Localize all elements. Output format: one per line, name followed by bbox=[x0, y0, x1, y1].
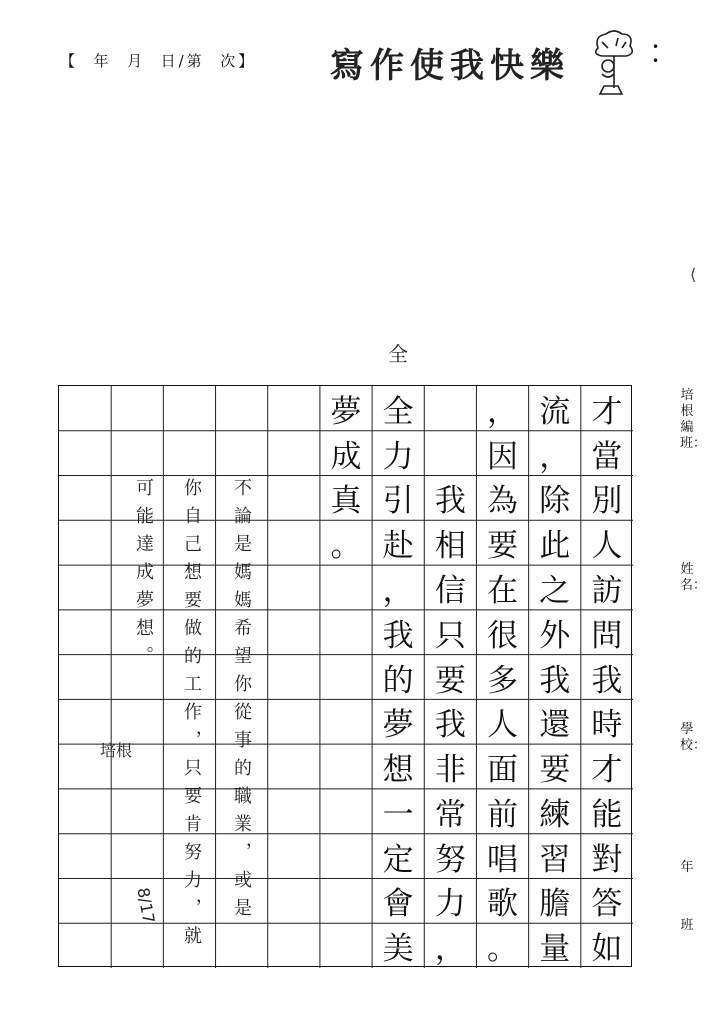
grid-character: 只 bbox=[434, 617, 466, 654]
grid-character: 我 bbox=[434, 483, 466, 520]
grid-character: 我 bbox=[539, 662, 571, 699]
grid-character: 除 bbox=[539, 483, 571, 520]
tree-child-logo-icon bbox=[588, 28, 640, 98]
grid-character: 。 bbox=[330, 528, 362, 565]
grid-character: 訪 bbox=[591, 572, 623, 609]
grid-character: 人 bbox=[591, 528, 623, 565]
grid-character: 人 bbox=[487, 707, 519, 744]
grid-character: 要 bbox=[539, 752, 571, 789]
decorative-dots: • • bbox=[652, 40, 690, 68]
grid-character: 力 bbox=[434, 886, 466, 923]
grid-character: 才 bbox=[591, 752, 623, 789]
grade-label: 年 bbox=[680, 860, 694, 875]
grid-character: 很 bbox=[487, 617, 519, 654]
grid-character: 面 bbox=[487, 752, 519, 789]
grid-character: 要 bbox=[434, 662, 466, 699]
grid-character: 的 bbox=[382, 662, 414, 699]
class-unit-label: 班 bbox=[680, 918, 694, 933]
grid-character: ， bbox=[539, 438, 571, 475]
date-mark: 8/17 bbox=[133, 886, 159, 925]
grid-character: 真 bbox=[330, 483, 362, 520]
teacher-note-line-1: 不論是媽媽希望你從事的職業，或是 bbox=[231, 478, 252, 926]
grid-character: 習 bbox=[539, 841, 571, 878]
grid-character: 還 bbox=[539, 707, 571, 744]
grid-character: 全 bbox=[382, 393, 414, 430]
grid-character: 當 bbox=[591, 438, 623, 475]
grid-character: 。 bbox=[487, 931, 519, 968]
grid-character: 我 bbox=[591, 662, 623, 699]
grid-character: 非 bbox=[434, 752, 466, 789]
teacher-mark: 培根 bbox=[100, 741, 133, 760]
grid-character: 對 bbox=[591, 841, 623, 878]
grid-character: 前 bbox=[487, 796, 519, 833]
grid-character: 相 bbox=[434, 528, 466, 565]
margin-mark: ⟨ bbox=[690, 265, 697, 284]
grid-character: ， bbox=[487, 393, 519, 430]
grid-character: 赴 bbox=[382, 528, 414, 565]
grid-character: 外 bbox=[539, 617, 571, 654]
grid-character: 會 bbox=[382, 886, 414, 923]
correction-mark: 全 bbox=[388, 342, 408, 366]
grid-character: 為 bbox=[487, 483, 519, 520]
grid-character: 常 bbox=[434, 796, 466, 833]
grid-character: 膽 bbox=[539, 886, 571, 923]
grid-character: 夢 bbox=[330, 393, 362, 430]
grid-character: 量 bbox=[539, 931, 571, 968]
grid-character: 歌 bbox=[487, 886, 519, 923]
grid-character: 時 bbox=[591, 707, 623, 744]
teacher-note-line-2: 你自己想要做的工作，只要肯努力，就 bbox=[181, 478, 202, 954]
grid-character: 在 bbox=[487, 572, 519, 609]
grid-character: 定 bbox=[382, 841, 414, 878]
grid-character: 成 bbox=[330, 438, 362, 475]
grid-character: 答 bbox=[591, 886, 623, 923]
grid-character: 因 bbox=[487, 438, 519, 475]
grid-character: 要 bbox=[487, 528, 519, 565]
grid-character: 引 bbox=[382, 483, 414, 520]
class-label: 培根編班： bbox=[680, 388, 707, 451]
grid-character: 信 bbox=[434, 572, 466, 609]
grid-character: 才 bbox=[591, 393, 623, 430]
grid-character: 努 bbox=[434, 841, 466, 878]
grid-character: 一 bbox=[382, 796, 414, 833]
grid-character: 我 bbox=[434, 707, 466, 744]
school-label: 學校： bbox=[680, 722, 707, 753]
grid-character: 美 bbox=[382, 931, 414, 968]
grid-character: 夢 bbox=[382, 707, 414, 744]
grid-character: ， bbox=[382, 572, 414, 609]
teacher-note-line-3: 可能達成夢想。 bbox=[133, 478, 154, 674]
grid-character: ， bbox=[434, 931, 466, 968]
grid-character: 我 bbox=[382, 617, 414, 654]
grid-character: 多 bbox=[487, 662, 519, 699]
date-header: 【 年 月 日/第 次】 bbox=[60, 52, 257, 70]
name-label: 姓名： bbox=[680, 562, 707, 593]
page-title: 寫作使我快樂 bbox=[330, 46, 570, 86]
grid-character: 能 bbox=[591, 796, 623, 833]
grid-character: 問 bbox=[591, 617, 623, 654]
grid-character: 力 bbox=[382, 438, 414, 475]
grid-character: 唱 bbox=[487, 841, 519, 878]
grid-character: 想 bbox=[382, 752, 414, 789]
grid-character: 別 bbox=[591, 483, 623, 520]
grid-character: 此 bbox=[539, 528, 571, 565]
grid-character: 如 bbox=[591, 931, 623, 968]
grid-character: 練 bbox=[539, 796, 571, 833]
grid-character: 流 bbox=[539, 393, 571, 430]
grid-character: 之 bbox=[539, 572, 571, 609]
